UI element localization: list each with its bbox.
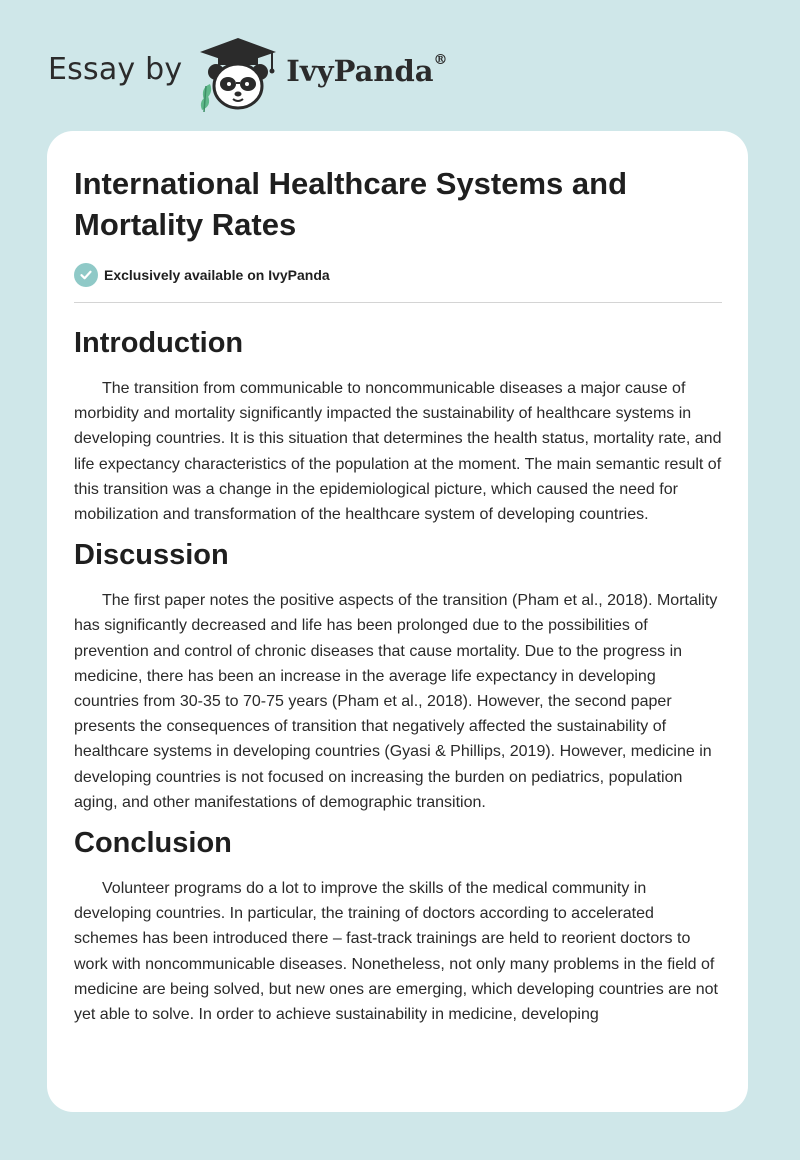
- section-paragraph: The first paper notes the positive aspects of the transition (Pham et al., 2018). Mortality has significantly decreased and life has been prolonged due to the possibilities of prevention and control of chronic diseases that cause mortality. Due to the progress in medicine, there has been an increase in the average life expectancy in developing countries from 30-35 to 70-75 years (Pham et al., 2018). However, the second paper presents the consequences of transition that negatively affected the sustainability of healthcare systems in developing countries (Gyasi & Phillips, 2019). However, medicine in developing countries is not focused on increasing the burden on pediatrics, population aging, and other manifestations of demographic transition.: [74, 592, 718, 811]
- badge-label: Exclusively available on IvyPanda: [104, 267, 330, 283]
- section-introduction: [74, 325, 722, 527]
- section-heading: Conclusion: [74, 827, 232, 860]
- section-paragraph: The transition from communicable to noncommunicable diseases a major cause of morbidity and mortality significantly impacted the sustainability of healthcare systems in developing countries. It is this situation that determines the health status, mortality rate, and life expectancy characteristics of the population at the moment. The main semantic result of this transition was a change in the epidemiological picture, which caused the need for mobilization and transformation of the healthcare system of developing countries.: [74, 380, 722, 524]
- section-heading: Discussion: [74, 539, 229, 572]
- check-circle-icon: [74, 263, 98, 287]
- section-discussion: [74, 537, 722, 815]
- essay-card: [47, 131, 748, 1112]
- exclusive-badge: [74, 263, 722, 287]
- section-paragraph: Volunteer programs do a lot to improve the skills of the medical community in developing countries. In particular, the training of doctors according to accelerated schemes has been introduced there – fast-track trainings are held to reorient doctors to work with noncommunicable diseases. Nonetheless, not only many problems in the field of medicine are being solved, but new ones are emerging, which developing countries are not yet able to solve. In order to achieve sustainability in medicine, developing: [74, 880, 718, 1024]
- divider: [74, 302, 722, 303]
- essay-title: International Healthcare Systems and Mortality Rates: [74, 166, 628, 242]
- registered-mark: ®: [433, 52, 448, 68]
- panda-graduate-icon[interactable]: [196, 34, 280, 114]
- section-heading: Introduction: [74, 327, 244, 359]
- essay-by-label: Essay by: [48, 51, 183, 87]
- site-header: [48, 34, 448, 114]
- section-conclusion: [74, 825, 722, 1027]
- brand-name[interactable]: IvyPanda®: [286, 52, 448, 88]
